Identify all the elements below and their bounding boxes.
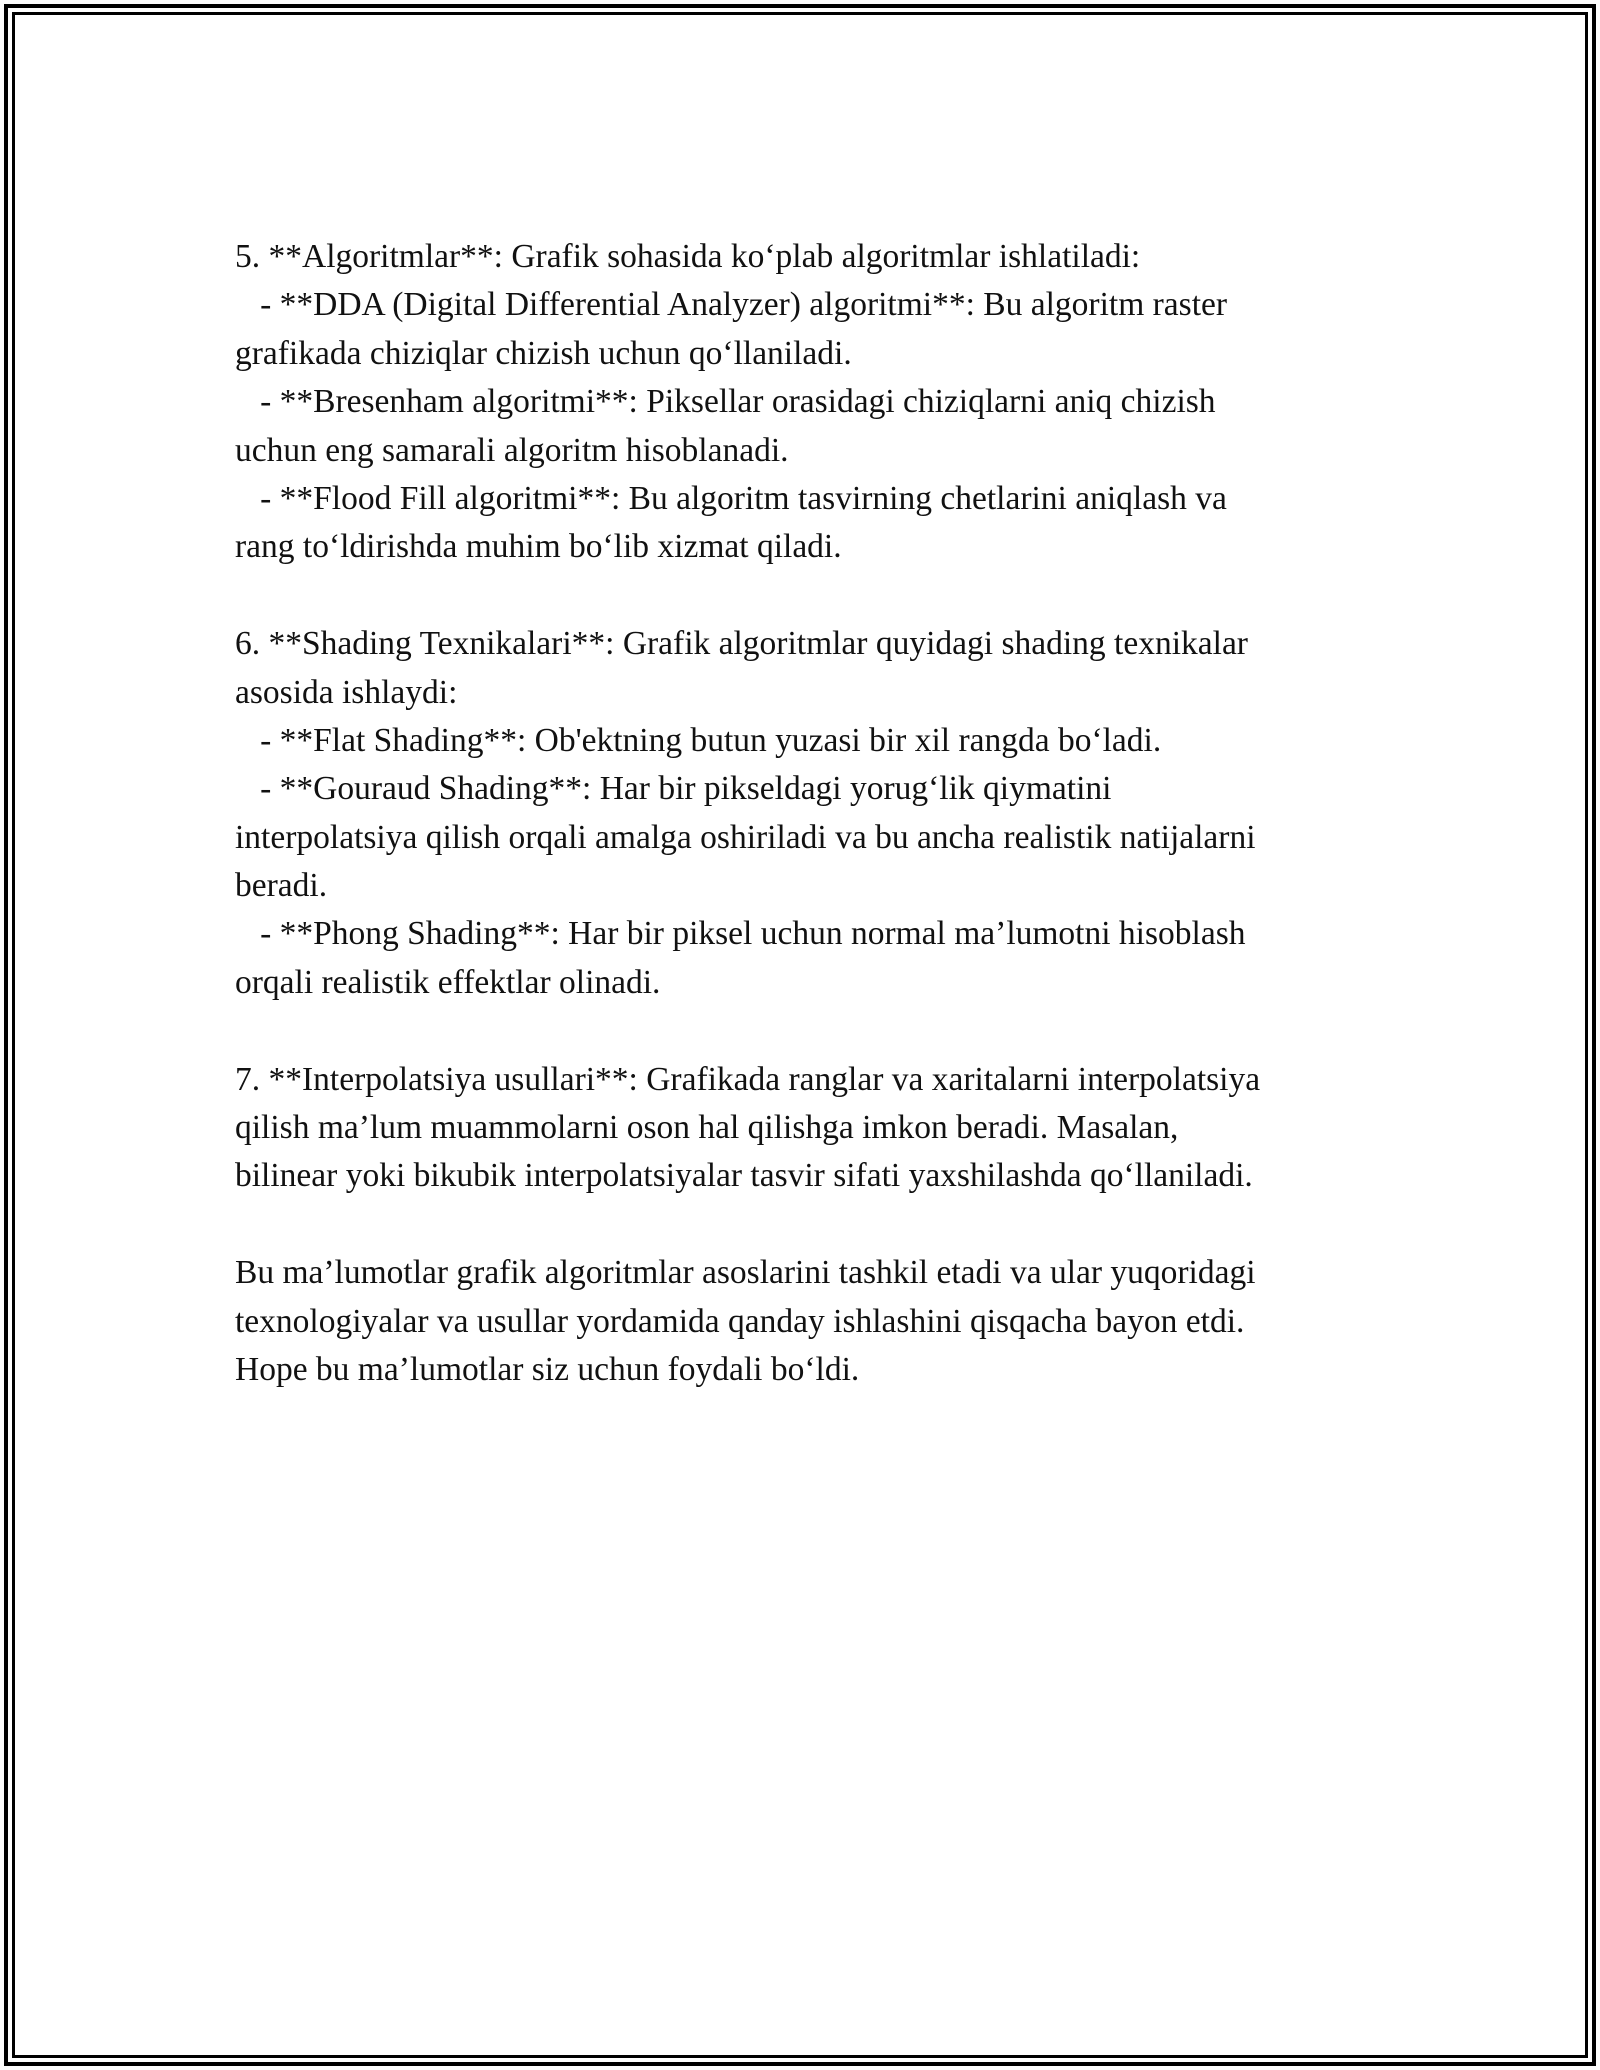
- document-body: [235, 233, 1385, 1394]
- text-line: 6. **Shading Texnikalari**: Grafik algoritmlar quyidagi shading texnikalar: [235, 625, 1248, 663]
- text-line: - **Flood Fill algoritmi**: Bu algoritm tasvirning chetlarini aniqlash va: [235, 479, 1227, 517]
- text-line: texnologiyalar va usullar yordamida qanday ishlashini qisqacha bayon etdi.: [235, 1302, 1245, 1340]
- paragraph-gap: [235, 572, 1385, 620]
- text-line: Hope bu ma’lumotlar siz uchun foydali bo‘ldi.: [235, 1350, 860, 1388]
- text-line: Bu ma’lumotlar grafik algoritmlar asoslarini tashkil etadi va ular yuqoridagi: [235, 1254, 1256, 1292]
- text-line: - **Gouraud Shading**: Har bir pikseldagi yorug‘lik qiymatini: [235, 770, 1112, 808]
- text-line: - **DDA (Digital Differential Analyzer) algoritmi**: Bu algoritm raster: [235, 286, 1228, 324]
- text-line: 7. **Interpolatsiya usullari**: Grafikada ranglar va xaritalarni interpolatsiya: [235, 1060, 1261, 1098]
- text-line: rang to‘ldirishda muhim bo‘lib xizmat qiladi.: [235, 528, 842, 566]
- paragraph-gap: [235, 1007, 1385, 1055]
- text-line: beradi.: [235, 867, 328, 905]
- text-line: grafikada chiziqlar chizish uchun qo‘llaniladi.: [235, 334, 852, 372]
- text-line: - **Phong Shading**: Har bir piksel uchun normal ma’lumotni hisoblash: [235, 915, 1246, 953]
- text-line: 5. **Algoritmlar**: Grafik sohasida ko‘plab algoritmlar ishlatiladi:: [235, 238, 1141, 275]
- text-line: orqali realistik effektlar olinadi.: [235, 963, 661, 1001]
- paragraph-gap: [235, 1201, 1385, 1249]
- text-line: interpolatsiya qilish orqali amalga oshiriladi va bu ancha realistik natijalarni: [235, 818, 1256, 856]
- text-line: qilish ma’lum muammolarni oson hal qilishga imkon beradi. Masalan,: [235, 1109, 1179, 1147]
- text-line: - **Bresenham algoritmi**: Piksellar orasidagi chiziqlarni aniq chizish: [235, 383, 1216, 421]
- text-line: bilinear yoki bikubik interpolatsiyalar tasvir sifati yaxshilashda qo‘llaniladi.: [235, 1157, 1253, 1195]
- text-line: - **Flat Shading**: Ob'ektning butun yuzasi bir xil rangda bo‘ladi.: [235, 721, 1162, 759]
- text-line: uchun eng samarali algoritm hisoblanadi.: [235, 431, 789, 469]
- text-line: asosida ishlaydi:: [235, 673, 458, 711]
